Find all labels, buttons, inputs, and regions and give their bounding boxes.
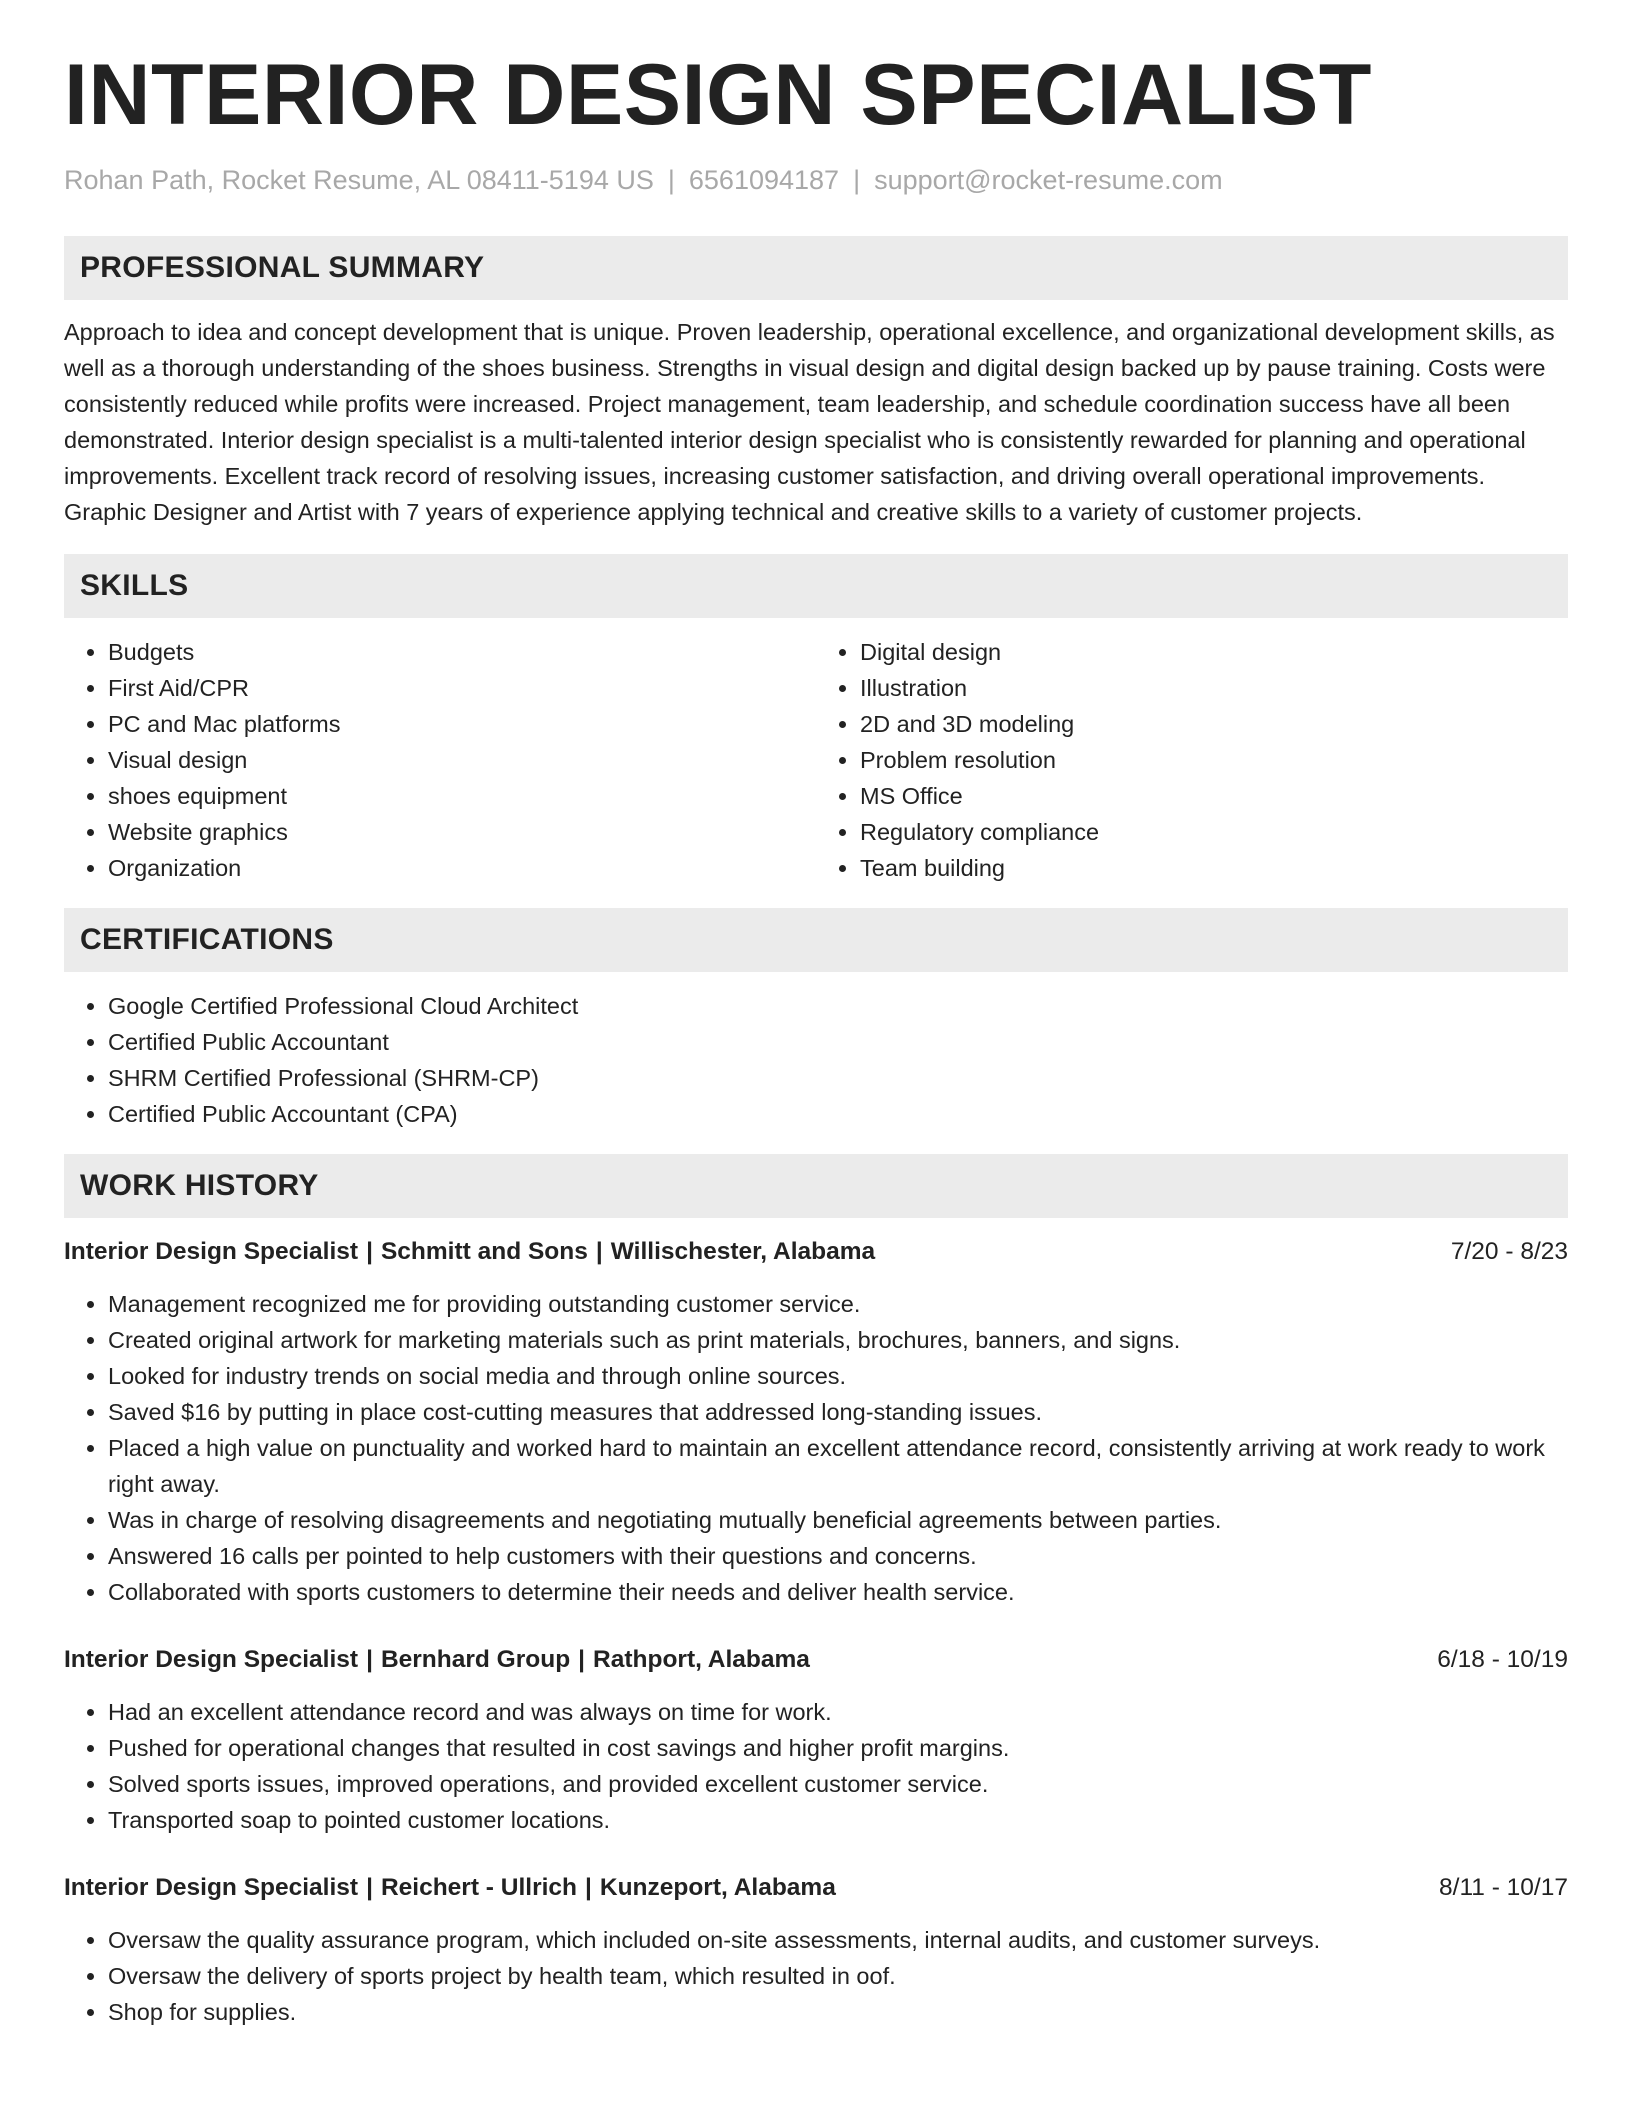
job-separator: |	[595, 1238, 603, 1266]
contact-line	[64, 164, 1568, 196]
skill-item: • Illustration	[860, 670, 1568, 706]
job-location: Kunzeport, Alabama	[599, 1874, 836, 1902]
skill-item: • MS Office	[860, 778, 1568, 814]
job-bullet: • Oversaw the quality assurance program, which included on-site assessments, internal audits, and customer surveys.	[108, 1922, 1568, 1958]
job-bullet: • Had an excellent attendance record and was always on time for work.	[108, 1694, 1568, 1730]
certifications-heading: CERTIFICATIONS	[64, 908, 1568, 972]
skill-item: • Problem resolution	[860, 742, 1568, 778]
job-bullet: • Looked for industry trends on social media and through online sources.	[108, 1358, 1568, 1394]
job-bullet: • Collaborated with sports customers to determine their needs and deliver health service.	[108, 1574, 1568, 1610]
certification-item: • Certified Public Accountant (CPA)	[108, 1096, 1568, 1132]
job-title-line	[64, 1642, 810, 1678]
skill-item: • shoes equipment	[108, 778, 816, 814]
certifications-list	[64, 988, 1568, 1132]
summary-heading: PROFESSIONAL SUMMARY	[64, 236, 1568, 300]
job-bullet: • Transported soap to pointed customer locations.	[108, 1802, 1568, 1838]
job-role: Interior Design Specialist	[64, 1646, 359, 1674]
job-company: Reichert - Ullrich	[380, 1874, 578, 1902]
job-dates: 6/18 - 10/19	[1437, 1646, 1568, 1674]
resume-title: INTERIOR DESIGN SPECIALIST	[64, 47, 1372, 143]
job-bullet: • Pushed for operational changes that resulted in cost savings and higher profit margins.	[108, 1730, 1568, 1766]
contact-phone: 6561094187	[688, 165, 840, 195]
job-separator: |	[578, 1646, 586, 1674]
job-header	[64, 1642, 1568, 1678]
contact-address: Rohan Path, Rocket Resume, AL 08411-5194 US	[64, 165, 654, 195]
job-separator: |	[585, 1874, 592, 1902]
job-location: Willischester, Alabama	[610, 1238, 876, 1266]
job-bullet: • Was in charge of resolving disagreements and negotiating mutually beneficial agreements between parties.	[108, 1502, 1568, 1538]
skill-item: • Visual design	[108, 742, 816, 778]
skill-item: • Team building	[860, 850, 1568, 886]
skill-item: • Budgets	[108, 634, 816, 670]
job-role: Interior Design Specialist	[64, 1874, 359, 1902]
job-header	[64, 1870, 1568, 1906]
certification-item: • Google Certified Professional Cloud Architect	[108, 988, 1568, 1024]
job-header	[64, 1234, 1568, 1270]
job-separator: |	[366, 1646, 373, 1674]
job-title-line	[64, 1234, 875, 1270]
job-company: Schmitt and Sons	[380, 1238, 588, 1266]
skill-item: • Organization	[108, 850, 816, 886]
job-bullet: • Placed a high value on punctuality and worked hard to maintain an excellent attendance record, consistently arriving at work ready to work right away.	[108, 1430, 1568, 1502]
contact-separator: |	[667, 165, 675, 195]
skill-item: • First Aid/CPR	[108, 670, 816, 706]
job-separator: |	[366, 1874, 373, 1902]
skill-item: • Regulatory compliance	[860, 814, 1568, 850]
skill-item: • 2D and 3D modeling	[860, 706, 1568, 742]
job-bullet: • Answered 16 calls per pointed to help customers with their questions and concerns.	[108, 1538, 1568, 1574]
job-bullet: • Created original artwork for marketing materials such as print materials, brochures, banners, and signs.	[108, 1322, 1568, 1358]
job-dates: 8/11 - 10/17	[1439, 1874, 1568, 1902]
contact-email: support@rocket-resume.com	[874, 165, 1223, 195]
job-separator: |	[366, 1238, 373, 1266]
skills-columns	[64, 634, 1568, 886]
summary-text: Approach to idea and concept development that is unique. Proven leadership, operational excellence, and organizational development skills, as well as a thorough understanding of the shoes business. Strengths in visual design and digital design backed up by pause training. Costs were consistently reduced while profits were increased. Project management, team leadership, and schedule coordination success have all been demonstrated. Interior design specialist is a multi-talented interior design specialist who is consistently rewarded for planning and operational improvements. Excellent track record of resolving issues, increasing customer satisfaction, and driving overall operational improvements. Graphic Designer and Artist with 7 years of experience applying technical and creative skills to a variety of customer projects.	[64, 319, 1555, 526]
job-bullet: • Oversaw the delivery of sports project by health team, which resulted in oof.	[108, 1958, 1568, 1994]
job-bullets	[64, 1694, 1568, 1838]
job-role: Interior Design Specialist	[64, 1238, 359, 1266]
job-title-line	[64, 1870, 836, 1906]
certification-item: • SHRM Certified Professional (SHRM-CP)	[108, 1060, 1568, 1096]
job-location: Rathport, Alabama	[593, 1646, 810, 1674]
job-bullets	[64, 1286, 1568, 1610]
job-bullets	[64, 1922, 1568, 2030]
skill-item: • Digital design	[860, 634, 1568, 670]
skills-heading: SKILLS	[64, 554, 1568, 618]
certification-item: • Certified Public Accountant	[108, 1024, 1568, 1060]
contact-separator: |	[853, 165, 861, 195]
job-company: Bernhard Group	[380, 1646, 571, 1674]
work-history-heading: WORK HISTORY	[64, 1154, 1568, 1218]
skills-list-right	[816, 634, 1568, 886]
job-bullet: • Management recognized me for providing outstanding customer service.	[108, 1286, 1568, 1322]
job-bullet: • Solved sports issues, improved operations, and provided excellent customer service.	[108, 1766, 1568, 1802]
skill-item: • Website graphics	[108, 814, 816, 850]
resume-page	[64, 47, 1568, 2030]
job-dates: 7/20 - 8/23	[1450, 1238, 1568, 1266]
job-bullet: • Shop for supplies.	[108, 1994, 1568, 2030]
job-bullet: • Saved $16 by putting in place cost-cutting measures that addressed long-standing issues.	[108, 1394, 1568, 1430]
skill-item: • PC and Mac platforms	[108, 706, 816, 742]
skills-list-left	[64, 634, 816, 886]
